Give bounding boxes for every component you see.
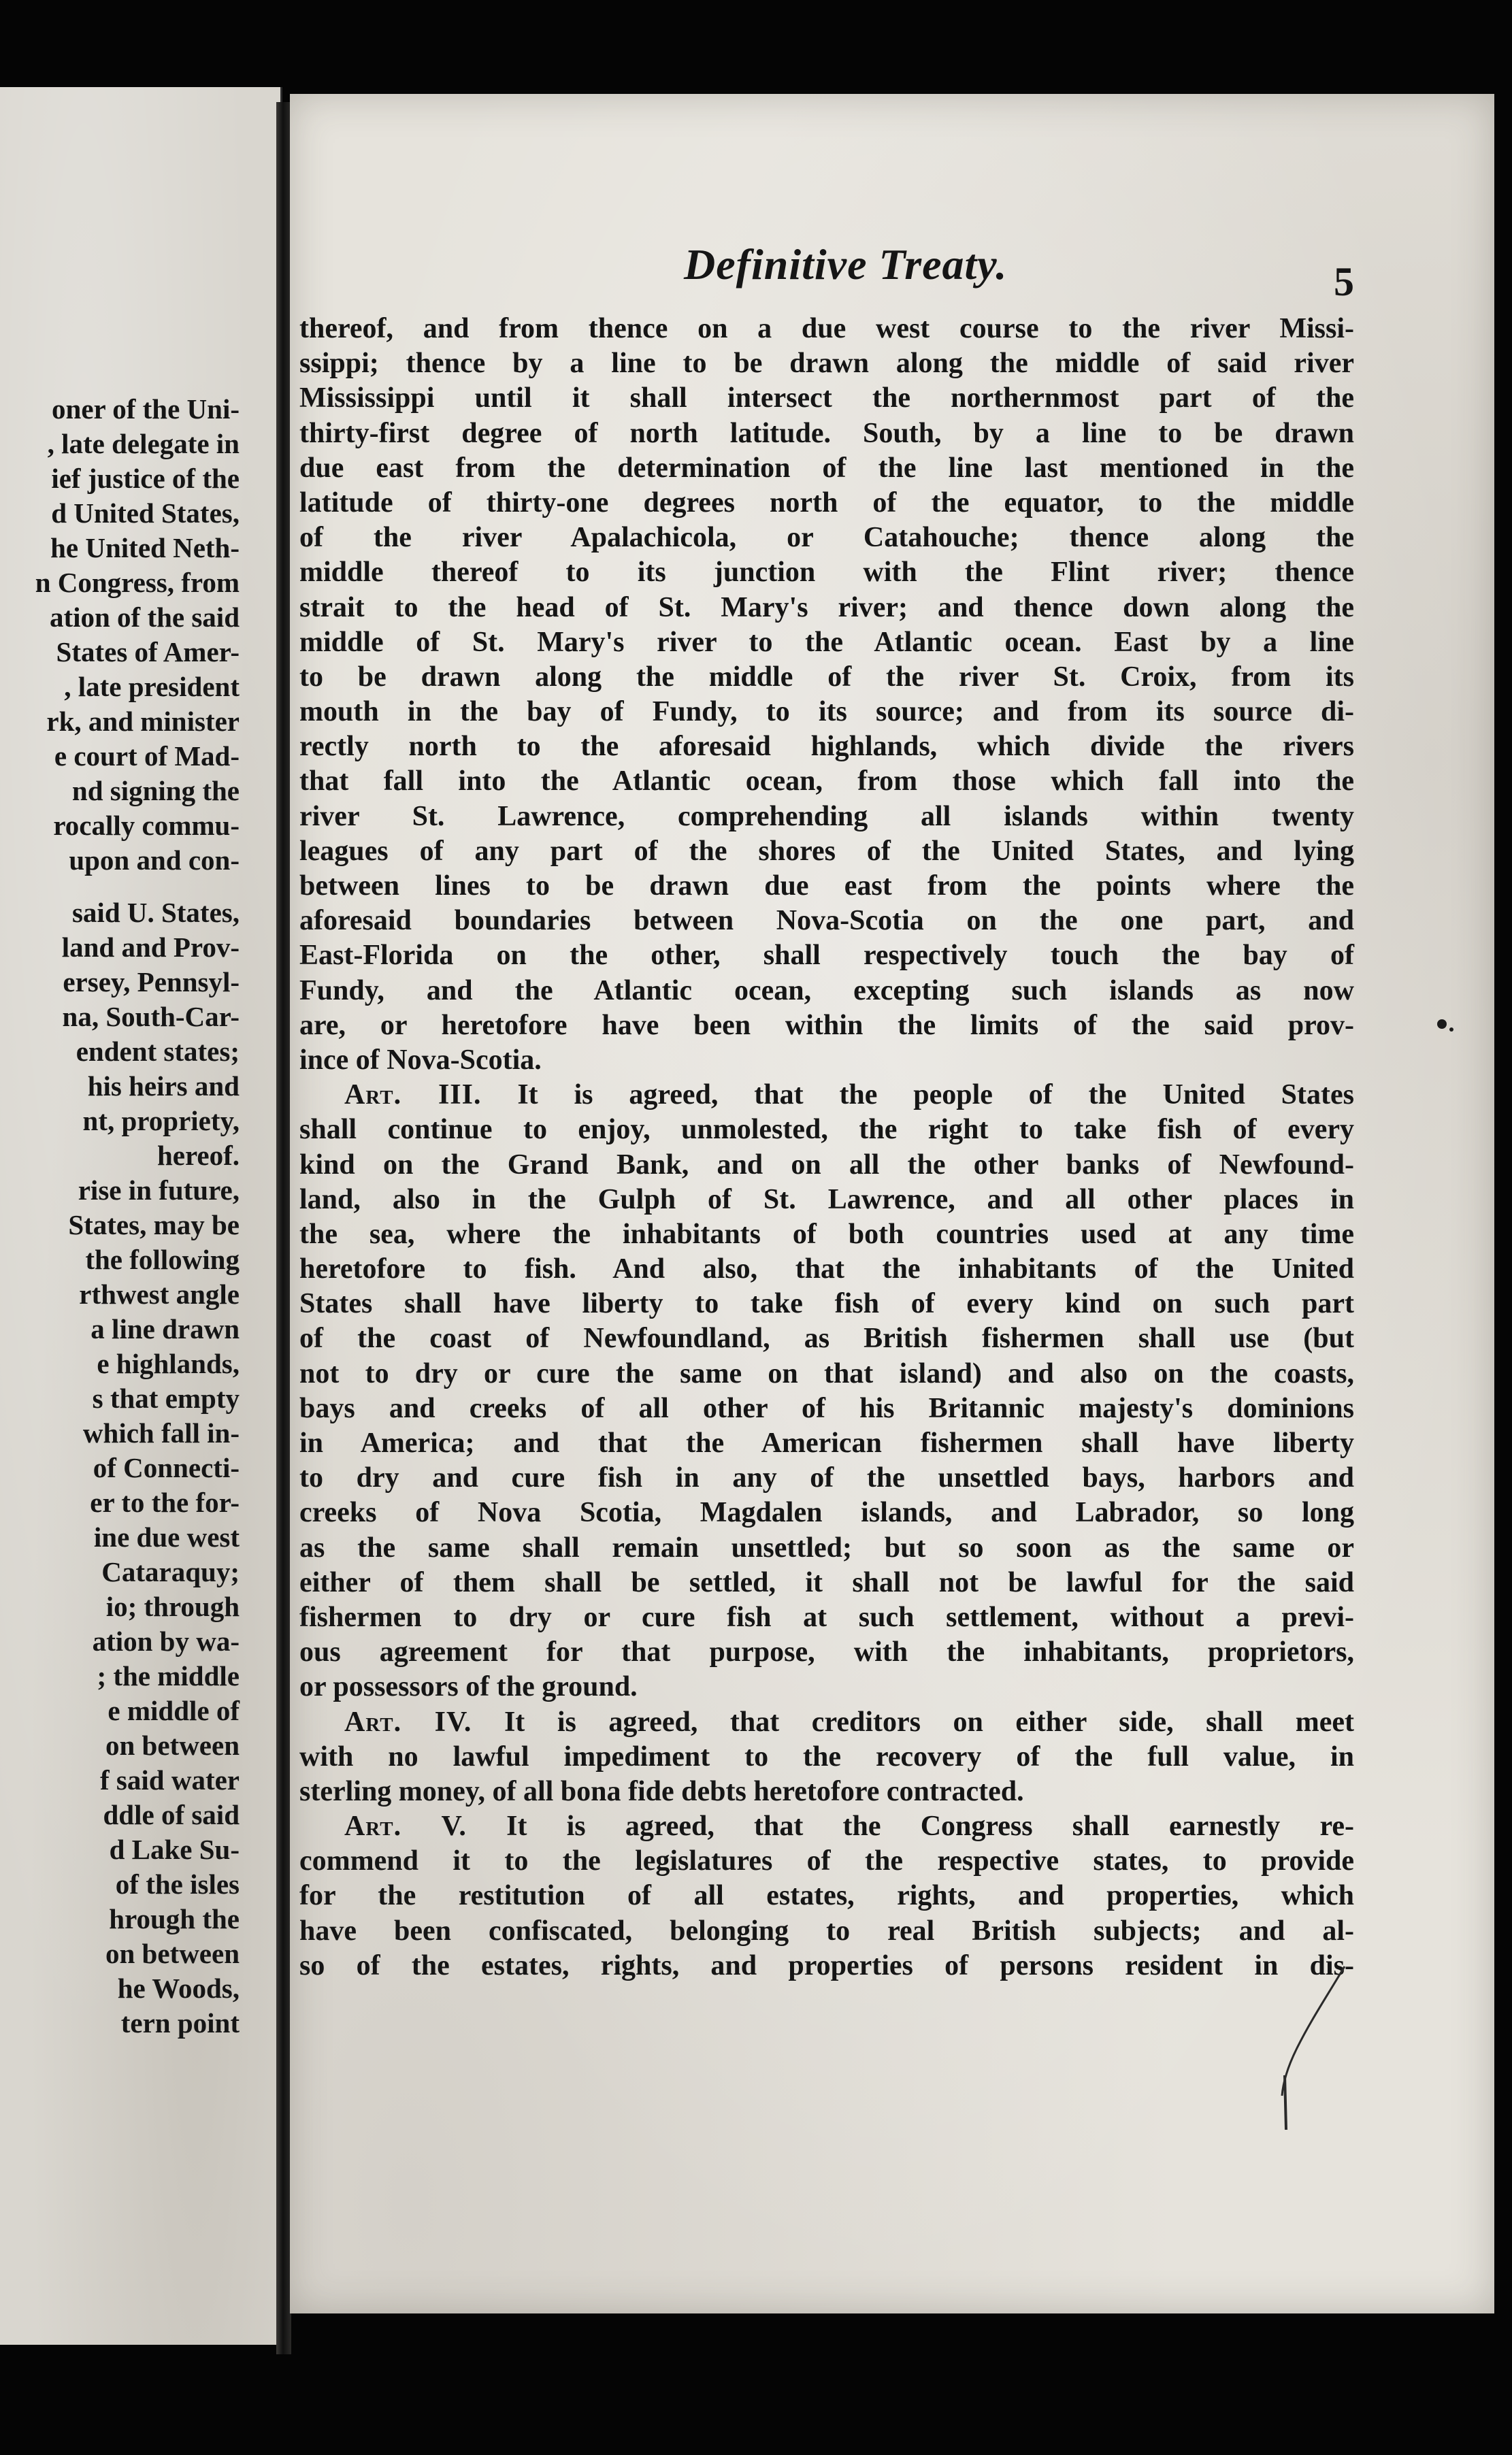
- left-page-line: tern point: [120, 2007, 240, 2039]
- text-line: either of them shall be settled, it shall not be lawful for the said: [299, 1566, 1354, 1598]
- left-page-line: e court of Mad-: [54, 740, 240, 772]
- left-page-line: d Lake Su-: [109, 1834, 240, 1865]
- left-page-line: Cataraquy;: [101, 1556, 240, 1587]
- margin-pen-stroke: [1270, 1960, 1351, 2137]
- left-page-line: rthwest angle: [79, 1279, 240, 1310]
- text-line: have been confiscated, belonging to real British subjects; and al-: [299, 1915, 1354, 1947]
- text-line: rectly north to the aforesaid highlands, which divide the rivers: [299, 731, 1354, 763]
- left-page-line: ation of the said: [49, 602, 240, 633]
- text-line: mouth in the bay of Fundy, to its source; and from its source di-: [299, 696, 1354, 728]
- article-label: Art. V.: [344, 1811, 467, 1843]
- article-text: It is agreed, that the Congress shall earnestly re-: [466, 1811, 1354, 1843]
- left-page-line: , late president: [64, 671, 240, 702]
- left-page-line: oner of the Uni-: [52, 393, 240, 425]
- text-line: not to dry or cure the same on that island) and also on the coasts,: [299, 1357, 1354, 1389]
- left-page-line: ddle of said: [103, 1799, 240, 1830]
- left-page-line: ief justice of the: [51, 463, 240, 494]
- left-page-line: States, may be: [68, 1209, 240, 1240]
- left-facing-page: [0, 87, 282, 2345]
- left-page-line: ine due west: [93, 1521, 240, 1553]
- text-line: creeks of Nova Scotia, Magdalen islands, and Labrador, so long: [299, 1497, 1354, 1529]
- text-line: of the coast of Newfoundland, as British fishermen shall use (but: [299, 1323, 1354, 1355]
- text-line: the sea, where the inhabitants of both countries used at any time: [299, 1218, 1354, 1250]
- left-page-line: nd signing the: [71, 775, 240, 806]
- left-page-line: ersey, Pennsyl-: [63, 966, 240, 998]
- text-line: heretofore to fish. And also, that the inhabitants of the United: [299, 1253, 1354, 1285]
- text-line: between lines to be drawn due east from the points where the: [299, 870, 1354, 902]
- left-page-line: of the isles: [115, 1868, 240, 1900]
- left-page-line: s that empty: [92, 1383, 240, 1414]
- left-page-line: on between: [105, 1730, 240, 1761]
- text-line: so of the estates, rights, and properties of persons resident in dis-: [299, 1949, 1354, 1981]
- text-line: for the restitution of all estates, rights, and properties, which: [299, 1880, 1354, 1912]
- text-line: States shall have liberty to take fish of every kind on such part: [299, 1288, 1354, 1320]
- text-line: middle of St. Mary's river to the Atlantic ocean. East by a line: [299, 626, 1354, 658]
- text-line: latitude of thirty-one degrees north of the equator, to the middle: [299, 487, 1354, 518]
- left-page-line: he United Neth-: [50, 532, 240, 563]
- left-page-line: n Congress, from: [35, 567, 240, 598]
- article-heading-line: [299, 1809, 1354, 1844]
- left-page-line: hrough the: [109, 1903, 240, 1934]
- left-page-line: said U. States,: [71, 897, 240, 928]
- text-line: thirty-first degree of north latitude. South, by a line to be drawn: [299, 417, 1354, 449]
- left-page-line: upon and con-: [69, 844, 240, 876]
- margin-ink-mark: [1437, 1019, 1447, 1029]
- text-line: kind on the Grand Bank, and on all the other banks of Newfound-: [299, 1149, 1354, 1181]
- text-line: strait to the head of St. Mary's river; and thence down along the: [299, 591, 1354, 623]
- left-page-line: d United States,: [51, 497, 240, 529]
- left-page-line: io; through: [105, 1591, 240, 1622]
- article-heading-line: [299, 1705, 1354, 1740]
- text-line: to dry and cure fish in any of the unsettled bays, harbors and: [299, 1462, 1354, 1494]
- left-page-line: his heirs and: [87, 1070, 240, 1102]
- left-page-line: na, South-Car-: [62, 1001, 240, 1032]
- article-text: It is agreed, that creditors on either side, shall meet: [472, 1706, 1355, 1738]
- article-label: Art. IV.: [344, 1706, 472, 1738]
- text-line: that fall into the Atlantic ocean, from those which fall into the: [299, 765, 1354, 797]
- text-line: East-Florida on the other, shall respectively touch the bay of: [299, 940, 1354, 972]
- article-heading-line: [299, 1078, 1354, 1113]
- left-page-line: on between: [105, 1938, 240, 1969]
- left-page-line: nt, propriety,: [82, 1105, 240, 1136]
- left-page-line: [0, 878, 240, 895]
- text-line: Mississippi until it shall intersect the northernmost part of the: [299, 382, 1354, 414]
- article-text: It is agreed, that the people of the United States: [481, 1079, 1354, 1111]
- text-line: thereof, and from thence on a due west course to the river Missi-: [299, 313, 1354, 344]
- left-page-line: , late delegate in: [47, 428, 240, 459]
- text-line: due east from the determination of the line last mentioned in the: [299, 452, 1354, 484]
- left-page-line: he Woods,: [117, 1973, 240, 2004]
- text-line: are, or heretofore have been within the limits of the said prov-: [299, 1009, 1354, 1041]
- left-page-line: hereof.: [157, 1140, 240, 1171]
- running-head: Definitive Treaty.: [684, 240, 1008, 289]
- text-line: ous agreement for that purpose, with the inhabitants, proprietors,: [299, 1636, 1354, 1668]
- text-line: as the same shall remain unsettled; but so soon as the same or: [299, 1532, 1354, 1564]
- left-page-line: e middle of: [108, 1695, 240, 1726]
- left-page-line: land and Prov-: [61, 932, 240, 963]
- left-page-line: rocally commu-: [53, 810, 240, 841]
- left-page-line: endent states;: [76, 1036, 240, 1067]
- text-line: Fundy, and the Atlantic ocean, excepting such islands as now: [299, 974, 1354, 1006]
- left-page-line: States of Amer-: [56, 636, 240, 668]
- text-line: fishermen to dry or cure fish at such settlement, without a previ-: [299, 1601, 1354, 1633]
- text-line: in America; and that the American fishermen shall have liberty: [299, 1428, 1354, 1459]
- left-page-line: ; the middle: [97, 1660, 240, 1692]
- left-page-text: [0, 392, 240, 2041]
- left-page-line: of Connecti-: [93, 1452, 240, 1483]
- left-page-line: e highlands,: [97, 1348, 240, 1379]
- page-number: 5: [1334, 259, 1354, 304]
- text-line: to be drawn along the middle of the river St. Croix, from its: [299, 661, 1354, 693]
- text-line: commend it to the legislatures of the respective states, to provide: [299, 1845, 1354, 1877]
- left-page-line: f said water: [100, 1764, 240, 1796]
- text-line: of the river Apalachicola, or Catahouche; thence along the: [299, 522, 1354, 554]
- text-line: or possessors of the ground.: [299, 1671, 638, 1703]
- left-page-line: rise in future,: [78, 1174, 240, 1206]
- text-line: shall continue to enjoy, unmolested, the right to take fish of every: [299, 1114, 1354, 1146]
- text-line: ince of Nova-Scotia.: [299, 1044, 542, 1076]
- left-page-line: a line drawn: [91, 1313, 240, 1345]
- text-line: land, also in the Gulph of St. Lawrence, and all other places in: [299, 1183, 1354, 1215]
- text-line: leagues of any part of the shores of the United States, and lying: [299, 835, 1354, 867]
- text-line: bays and creeks of all other of his Britannic majesty's dominions: [299, 1392, 1354, 1424]
- text-line: middle thereof to its junction with the Flint river; thence: [299, 557, 1354, 589]
- left-page-line: which fall in-: [82, 1417, 240, 1449]
- text-line: sterling money, of all bona fide debts heretofore contracted.: [299, 1775, 1024, 1807]
- article-label: Art. III.: [344, 1079, 482, 1111]
- text-line: aforesaid boundaries between Nova-Scotia on the one part, and: [299, 905, 1354, 937]
- main-text-column: [299, 312, 1354, 1983]
- left-page-line: the following: [85, 1244, 240, 1275]
- book-gutter: [276, 102, 291, 2354]
- text-line: river St. Lawrence, comprehending all islands within twenty: [299, 800, 1354, 832]
- text-line: ssippi; thence by a line to be drawn along the middle of said river: [299, 348, 1354, 380]
- text-line: with no lawful impediment to the recovery of the full value, in: [299, 1741, 1354, 1773]
- left-page-line: rk, and minister: [46, 706, 240, 737]
- left-page-line: er to the for-: [90, 1487, 240, 1518]
- left-page-line: ation by wa-: [92, 1626, 240, 1657]
